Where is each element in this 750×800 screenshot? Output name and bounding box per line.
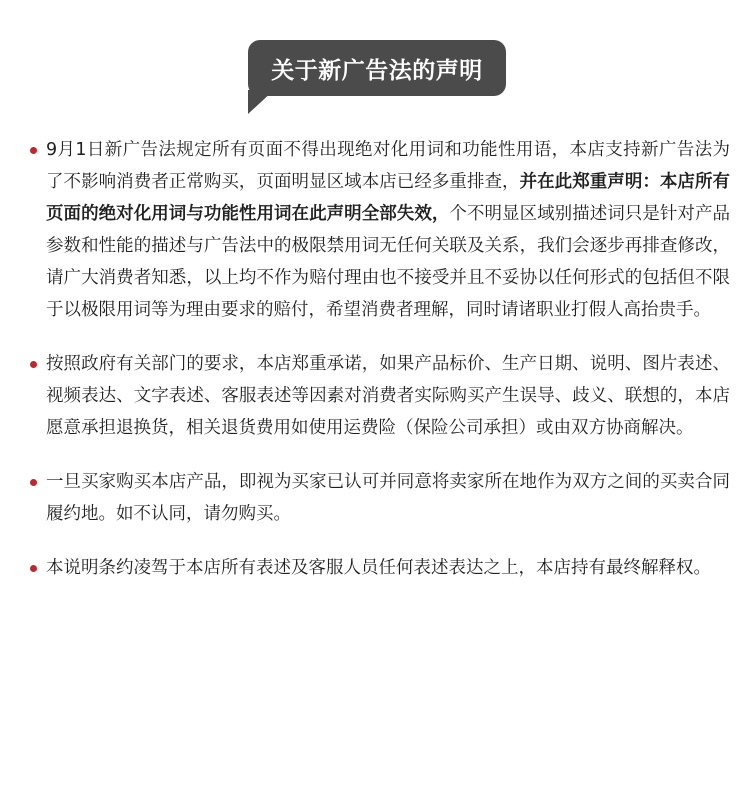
- paragraph-1-text-before: 9月1日新广告法规定所有页面不得出现绝对化用词和功能性用语，本店支持新广告法为了不影响消费者正常购买，页面明显区域本店已经多重排查，: [46, 140, 730, 192]
- paragraph-1: [30, 134, 730, 326]
- paragraph-4-text: 本说明条约凌驾于本店所有表述及客服人员任何表述表达之上，本店持有最终解释权。: [46, 558, 711, 578]
- paragraph-4: [30, 552, 730, 584]
- statement-content: [30, 134, 730, 606]
- paragraph-1-text-after: 个不明显区域别描述词只是针对产品参数和性能的描述与广告法中的极限禁用词无任何关联及关系，我们会逐步再排查修改，请广大消费者知悉，以上均不作为赔付理由也不接受并且不妥协以任何形式的包括但不限于以极限用词等为理由要求的赔付，希望消费者理解，同时请诸职业打假人高抬贵手。: [46, 204, 730, 320]
- bullet-dot: [30, 565, 37, 572]
- bullet-dot: [30, 147, 37, 154]
- speech-bubble-tail: [248, 90, 274, 114]
- bullet-dot: [30, 479, 37, 486]
- bullet-dot: [30, 361, 37, 368]
- paragraph-3: [30, 466, 730, 530]
- paragraph-1-bold-statement: 并在此郑重声明：本店所有页面的绝对化用词与功能性用词在此声明全部失效，: [46, 172, 731, 224]
- paragraph-2-text: 按照政府有关部门的要求，本店郑重承诺，如果产品标价、生产日期、说明、图片表述、视频表达、文字表述、客服表述等因素对消费者实际购买产生误导、歧义、联想的，本店愿意承担退换货，相关退货费用如使用运费险（保险公司承担）或由双方协商解决。: [46, 354, 730, 438]
- title-banner: [248, 40, 506, 96]
- paragraph-3-text: 一旦买家购买本店产品，即视为买家已认可并同意将卖家所在地作为双方之间的买卖合同履约地。如不认同，请勿购买。: [46, 472, 730, 524]
- paragraph-2: [30, 348, 730, 444]
- page-title: 关于新广告法的声明: [271, 57, 483, 84]
